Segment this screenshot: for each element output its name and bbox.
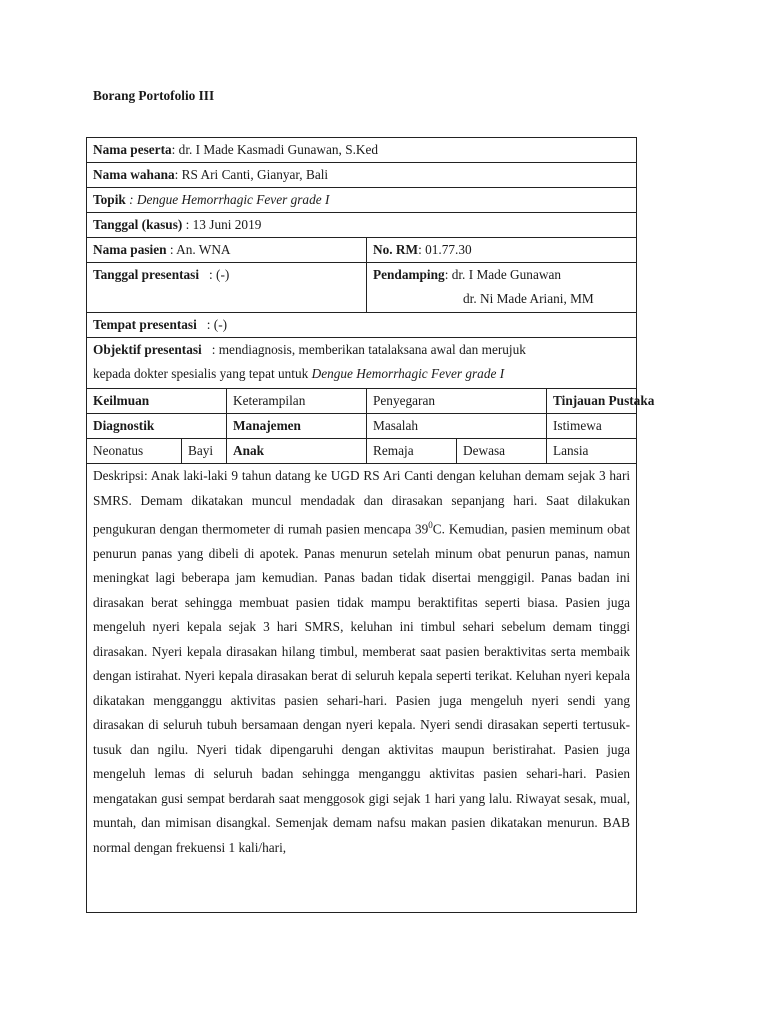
- deskripsi-part-1: Deskripsi: Anak laki-laki 9 tahun datang ke UGD RS Ari Canti dengan keluhan demam sejak 3 hari SMRS. Demam dikatakan muncul mendadak dan dirasakan sepanjang hari. Saat dilakukan pengukuran dengan thermometer di rumah pasien mencapa 39: [93, 468, 631, 537]
- row-objektif: [87, 338, 637, 389]
- value-objektif-1: : mendiagnosis, memberikan tatalaksana awal dan merujuk: [201, 342, 526, 357]
- row-topik: [87, 188, 637, 213]
- value-tanggal-kasus: : 13 Juni 2019: [182, 217, 262, 232]
- cell-peserta: [87, 138, 637, 163]
- cell-keilmuan: [87, 389, 227, 414]
- cell-tanggal-kasus: [87, 213, 637, 238]
- label-keterampilan: Keterampilan: [233, 393, 306, 408]
- cell-tanggal-presentasi: [87, 263, 367, 313]
- value-pendamping-2: dr. Ni Made Ariani, MM: [463, 291, 594, 306]
- value-objektif-2-italic: Dengue Hemorrhagic Fever grade I: [311, 366, 505, 381]
- label-wahana: Nama wahana: [93, 167, 175, 182]
- label-keilmuan: Keilmuan: [93, 393, 150, 408]
- row-peserta: [87, 138, 637, 163]
- cell-objektif: [87, 338, 637, 389]
- objektif-line-1: [93, 338, 630, 362]
- label-topik: Topik: [93, 192, 126, 207]
- label-tinjauan-pustaka: Tinjauan Pustaka: [553, 393, 655, 408]
- cell-remaja: [367, 439, 457, 464]
- value-tanggal-presentasi: : (-): [199, 267, 230, 282]
- label-pendamping: Pendamping: [373, 267, 445, 282]
- cell-no-rm: [367, 238, 637, 263]
- row-tanggal-kasus: [87, 213, 637, 238]
- value-peserta: : dr. I Made Kasmadi Gunawan, S.Ked: [171, 142, 379, 157]
- label-masalah: Masalah: [373, 418, 419, 433]
- label-anak: Anak: [233, 443, 265, 458]
- deskripsi-text: [93, 464, 630, 912]
- cell-anak: [227, 439, 367, 464]
- cell-pendamping: [367, 263, 637, 313]
- value-pendamping-1: : dr. I Made Gunawan: [444, 267, 562, 282]
- row-pasien: [87, 238, 637, 263]
- cell-topik: [87, 188, 637, 213]
- cell-dewasa: [457, 439, 547, 464]
- cell-nama-pasien: [87, 238, 367, 263]
- label-neonatus: Neonatus: [93, 443, 144, 458]
- label-bayi: Bayi: [188, 443, 214, 458]
- cell-lansia: [547, 439, 637, 464]
- cell-deskripsi: [87, 464, 637, 913]
- row-deskripsi: [87, 464, 637, 913]
- label-objektif: Objektif presentasi: [93, 342, 202, 357]
- objektif-line-2: [93, 362, 630, 386]
- row-presentasi-pendamping: [87, 263, 637, 313]
- sep-topik: :: [125, 192, 137, 207]
- cell-penyegaran: [367, 389, 547, 414]
- cell-masalah: [367, 414, 547, 439]
- value-objektif-2: kepada dokter spesialis yang tepat untuk: [93, 366, 312, 381]
- cell-tinjauan-pustaka: [547, 389, 655, 414]
- label-dewasa: Dewasa: [463, 443, 506, 458]
- label-istimewa: Istimewa: [553, 418, 602, 433]
- value-tempat-presentasi: : (-): [196, 317, 228, 332]
- label-no-rm: No. RM: [373, 242, 419, 257]
- row-category-b: [87, 414, 637, 439]
- label-tanggal-presentasi: Tanggal presentasi: [93, 267, 200, 282]
- deskripsi-superscript: 0: [428, 520, 433, 530]
- cell-keterampilan: [227, 389, 367, 414]
- label-nama-pasien: Nama pasien: [93, 242, 167, 257]
- label-manajemen: Manajemen: [233, 418, 301, 433]
- row-category-c: [87, 439, 637, 464]
- value-wahana: : RS Ari Canti, Gianyar, Bali: [174, 167, 329, 182]
- value-nama-pasien: : An. WNA: [166, 242, 231, 257]
- value-topik: Dengue Hemorrhagic Fever grade I: [136, 192, 330, 207]
- label-tempat-presentasi: Tempat presentasi: [93, 317, 197, 332]
- cell-neonatus: [87, 439, 182, 464]
- label-peserta: Nama peserta: [93, 142, 172, 157]
- row-tempat-presentasi: [87, 313, 637, 338]
- label-diagnostik: Diagnostik: [93, 418, 155, 433]
- pendamping-line-1: [373, 263, 630, 287]
- label-penyegaran: Penyegaran: [373, 393, 436, 408]
- label-lansia: Lansia: [553, 443, 589, 458]
- cell-tempat-presentasi: [87, 313, 637, 338]
- row-category-a: [87, 389, 637, 414]
- deskripsi-part-2: C. Kemudian, pasien meminum obat penurun panas yang dibeli di apotek. Panas menurun setelah minum obat penurun panas, namun meningkat lagi beberapa jam kemudian. Panas badan tidak disertai menggigil. Panas badan ini dirasakan berat sehingga membuat pasien tidak mampu beraktifitas seperti biasa. Pasien juga mengeluh nyeri kepala sejak 3 hari SMRS, keluhan ini timbul sehari sebelum demam tinggi dirasakan. Nyeri kepala dirasakan hilang timbul, memberat saat pasien beraktivitas serta membaik dengan istirahat. Nyeri kepala dirasakan berat di seluruh kepala seperti terikat. Keluhan nyeri kepala dikatakan mengganggu aktivitas pasien sehari-hari. Pasien juga mengeluh nyeri sendi yang dirasakan di seluruh tubuh bersamaan dengan nyeri kepala. Nyeri sendi dirasakan seperti tertusuk-tusuk dan ngilu. Nyeri tidak dipengaruhi dengan aktivitas maupun beristirahat. Pasien juga mengeluh lemas di seluruh badan sehingga menganggu aktivitas pasien sehari-hari. Pasien mengatakan gusi sempat berdarah saat menggosok gigi sejak 1 hari yang lalu. Riwayat sesak, mual, muntah, dan mimisan disangkal. Semenjak demam nafsu makan pasien dikatakan menurun. BAB normal dengan frekuensi 1 kali/hari,: [93, 521, 631, 855]
- row-wahana: [87, 163, 637, 188]
- cell-bayi: [182, 439, 227, 464]
- document-title: Borang Portofolio III: [93, 88, 215, 103]
- cell-manajemen: [227, 414, 367, 439]
- label-remaja: Remaja: [373, 443, 414, 458]
- portfolio-form-table: [86, 137, 655, 913]
- label-tanggal-kasus: Tanggal (kasus): [93, 217, 183, 232]
- cell-istimewa: [547, 414, 637, 439]
- cell-wahana: [87, 163, 637, 188]
- cell-diagnostik: [87, 414, 227, 439]
- value-no-rm: : 01.77.30: [418, 242, 472, 257]
